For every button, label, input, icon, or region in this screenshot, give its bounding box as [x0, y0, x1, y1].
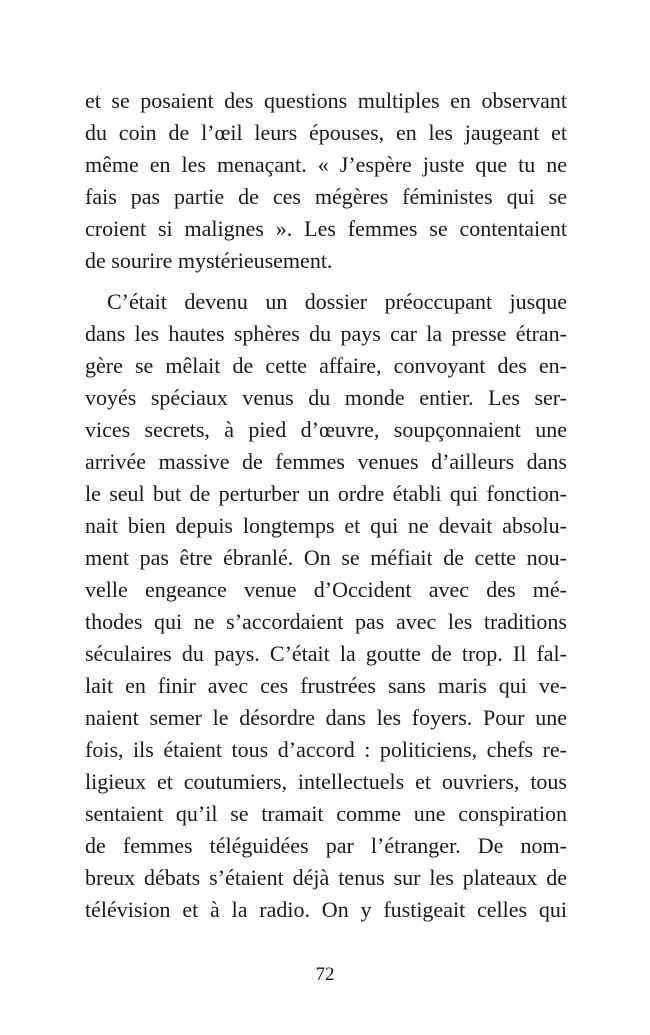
text-line: séculaires du pays. C’était la goutte de trop. Il fal-: [85, 641, 567, 666]
text-line: sentaient qu’il se tramait comme une conspiration: [85, 801, 567, 826]
paragraph-1: [85, 85, 567, 277]
text-line: de femmes téléguidées par l’étranger. De nom-: [85, 833, 567, 858]
text-line: le seul but de perturber un ordre établi qui fonction-: [85, 481, 567, 506]
text-line: et se posaient des questions multiples en observant: [85, 88, 567, 113]
text-line: naient semer le désordre dans les foyers. Pour une: [85, 705, 567, 730]
text-line: vices secrets, à pied d’œuvre, soupçonnaient une: [85, 417, 567, 442]
page-number: 72: [315, 964, 335, 985]
text-line: C’était devenu un dossier préoccupant jusque: [107, 289, 567, 314]
text-line: velle engeance venue d’Occident avec des mé-: [85, 577, 567, 602]
text-line: croient si malignes ». Les femmes se contentaient: [85, 216, 567, 241]
text-line: de sourire mystérieusement.: [85, 248, 333, 273]
text-line: du coin de l’œil leurs épouses, en les jaugeant et: [85, 120, 567, 145]
text-line: fais pas partie de ces mégères féministes qui se: [85, 184, 567, 209]
text-line: gère se mêlait de cette affaire, convoyant des en-: [85, 353, 567, 378]
paragraph-spacer: [85, 277, 567, 286]
text-line: télévision et à la radio. On y fustigeait celles qui: [85, 897, 567, 922]
text-line: dans les hautes sphères du pays car la presse étran-: [85, 321, 567, 346]
text-line: breux débats s’étaient déjà tenus sur les plateaux de: [85, 865, 567, 890]
paragraph-2: [85, 286, 567, 926]
text-line: lait en finir avec ces frustrées sans maris qui ve-: [85, 673, 567, 698]
text-line: voyés spéciaux venus du monde entier. Les ser-: [85, 385, 567, 410]
text-line: nait bien depuis longtemps et qui ne devait absolu-: [85, 513, 567, 538]
text-line: ment pas être ébranlé. On se méfiait de cette nou-: [85, 545, 567, 570]
text-line: ligieux et coutumiers, intellectuels et ouvriers, tous: [85, 769, 567, 794]
text-line: thodes qui ne s’accordaient pas avec les traditions: [85, 609, 567, 634]
text-line: même en les menaçant. « J’espère juste que tu ne: [85, 152, 567, 177]
text-line: arrivée massive de femmes venues d’ailleurs dans: [85, 449, 567, 474]
text-line: fois, ils étaient tous d’accord : politiciens, chefs re-: [85, 737, 567, 762]
body-text: [85, 85, 567, 926]
